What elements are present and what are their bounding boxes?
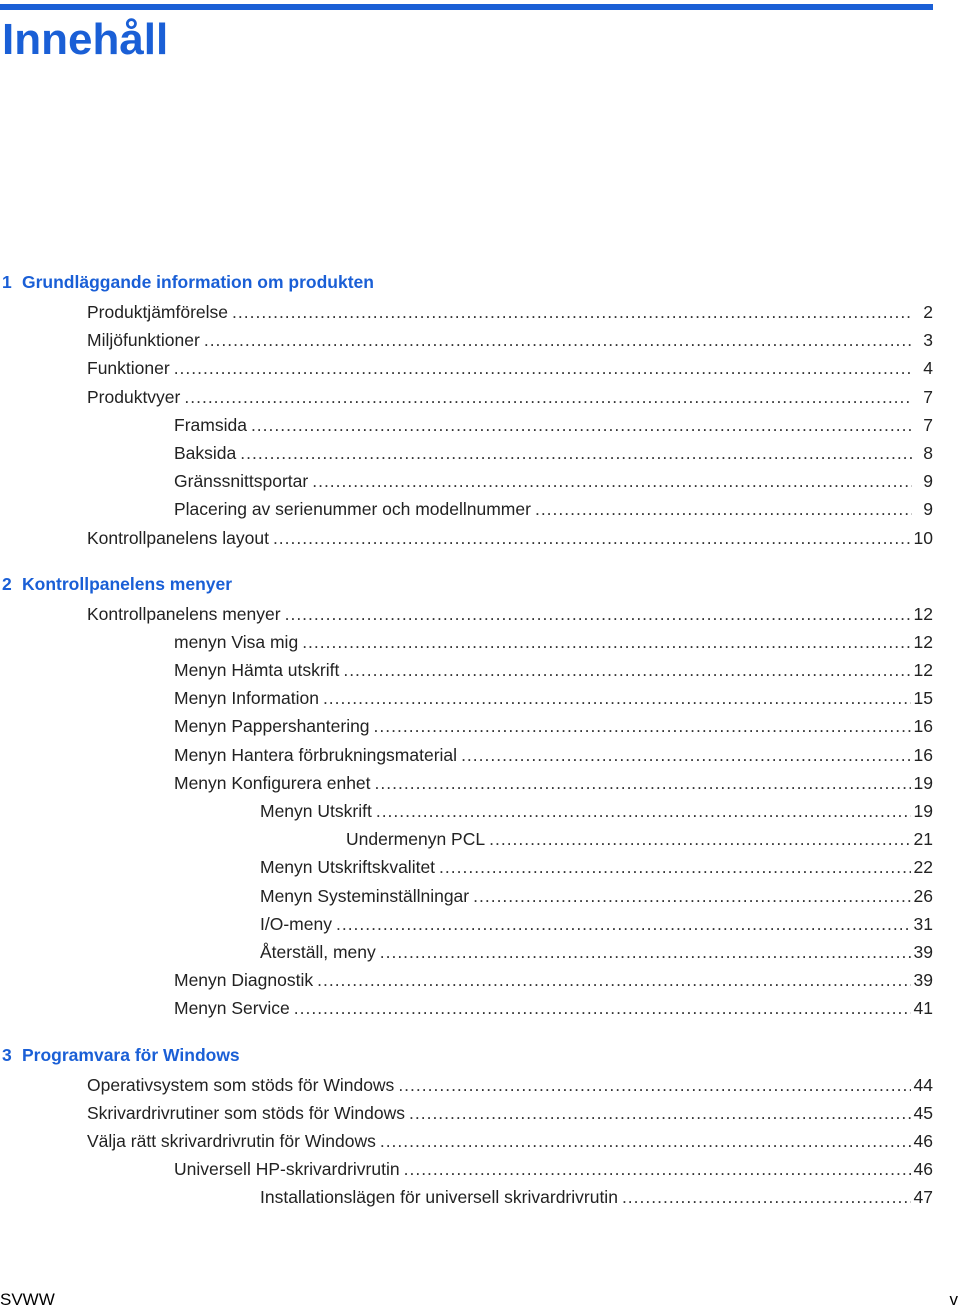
toc-page-number: 46	[913, 1159, 933, 1180]
toc-page-number: 41	[913, 998, 933, 1019]
toc-entry-label: Miljöfunktioner	[87, 330, 200, 351]
dot-leader	[184, 383, 912, 411]
dot-leader	[622, 1183, 911, 1211]
toc-entry-label: Placering av serienummer och modellnummer	[174, 499, 531, 520]
toc-entry[interactable]	[0, 1099, 933, 1127]
toc-entry[interactable]	[0, 1183, 933, 1211]
toc-entry-label: Baksida	[174, 442, 237, 463]
dot-leader	[489, 825, 910, 853]
toc-entry[interactable]	[0, 656, 933, 684]
toc-entry-label: Funktioner	[87, 358, 170, 379]
toc-entry-label: Välja rätt skrivardrivrutin för Windows	[87, 1130, 376, 1151]
chapter-section	[0, 570, 933, 1023]
toc-entry-label: Operativsystem som stöds för Windows	[87, 1074, 395, 1095]
toc-page-number: 7	[923, 386, 933, 407]
toc-entry[interactable]	[0, 797, 933, 825]
toc-entry[interactable]	[0, 684, 933, 712]
toc-page-number: 47	[913, 1187, 933, 1208]
chapter-section	[0, 1041, 933, 1212]
dot-leader	[312, 467, 912, 495]
dot-leader	[375, 769, 911, 797]
dot-leader	[294, 994, 911, 1022]
chapter-number: 2	[2, 573, 12, 594]
dot-leader	[251, 411, 912, 439]
toc-page-number: 39	[913, 941, 933, 962]
toc-page-number: 12	[913, 603, 933, 624]
toc-entry-label: I/O-meny	[260, 913, 332, 934]
toc-page-number: 15	[913, 688, 933, 709]
chapter-number: 1	[2, 272, 12, 292]
chapter-heading[interactable]	[0, 570, 933, 598]
dot-leader	[204, 326, 912, 354]
toc-entry[interactable]	[0, 439, 933, 467]
chapter-heading[interactable]	[0, 268, 933, 296]
toc-page-number: 26	[913, 885, 933, 906]
toc-entry[interactable]	[0, 298, 933, 326]
toc-entry-label: Menyn Hämta utskrift	[174, 660, 340, 681]
footer-page-number: v	[949, 1290, 958, 1309]
toc-entry-label: Kontrollpanelens menyer	[87, 603, 281, 624]
dot-leader	[343, 656, 910, 684]
chapter-title: Programvara för Windows	[22, 1044, 240, 1065]
dot-leader	[404, 1155, 911, 1183]
dot-leader	[285, 600, 911, 628]
toc-entry[interactable]	[0, 354, 933, 382]
dot-leader	[398, 1071, 910, 1099]
toc-entry[interactable]	[0, 411, 933, 439]
toc-entry-label: Framsida	[174, 414, 247, 435]
toc-page-number: 3	[923, 330, 933, 351]
chapter-title: Kontrollpanelens menyer	[22, 573, 233, 594]
toc-entry-label: Menyn Konfigurera enhet	[174, 772, 371, 793]
dot-leader	[302, 628, 910, 656]
toc-entry-label: Återställ, meny	[260, 941, 376, 962]
toc-entry-label: Menyn Diagnostik	[174, 970, 314, 991]
dot-leader	[409, 1099, 911, 1127]
toc-page-number: 46	[913, 1130, 933, 1151]
dot-leader	[376, 797, 911, 825]
toc-page-number: 45	[913, 1102, 933, 1123]
toc-page-number: 22	[913, 857, 933, 878]
chapter-title: Grundläggande information om produkten	[22, 272, 374, 292]
page-title: Innehåll	[2, 15, 169, 64]
toc-entry-label: Menyn Pappershantering	[174, 716, 370, 737]
toc-entry-label: Menyn Utskrift	[260, 801, 372, 821]
toc-page-number: 9	[923, 499, 933, 520]
toc-entry[interactable]	[0, 966, 933, 994]
toc-page-number: 10	[913, 527, 933, 548]
dot-leader	[273, 524, 911, 552]
toc-entry-label: menyn Visa mig	[174, 631, 299, 652]
dot-leader	[535, 495, 912, 523]
dot-leader	[439, 853, 910, 881]
chapter-number: 3	[2, 1044, 12, 1065]
toc-entry[interactable]	[0, 825, 933, 853]
toc-page-number: 19	[913, 801, 933, 821]
chapter-section	[0, 268, 933, 552]
toc-page-number: 19	[913, 772, 933, 793]
toc-entry-label: Menyn Service	[174, 998, 290, 1019]
toc-entry-label: Installationslägen för universell skrivardrivrutin	[260, 1187, 618, 1208]
toc-entry[interactable]	[0, 1071, 933, 1099]
toc-entry[interactable]	[0, 853, 933, 881]
toc-entry-label: Menyn Utskriftskvalitet	[260, 857, 436, 878]
toc-entry-label: Menyn Information	[174, 688, 319, 709]
toc-page-number: 7	[923, 414, 933, 435]
toc-entry-label: Universell HP-skrivardrivrutin	[174, 1159, 400, 1180]
toc-entry[interactable]	[0, 712, 933, 740]
toc-entry-label: Produktvyer	[87, 386, 181, 407]
toc-entry[interactable]	[0, 882, 933, 910]
dot-leader	[323, 684, 911, 712]
toc-entry[interactable]	[0, 628, 933, 656]
dot-leader	[317, 966, 910, 994]
toc-page-number: 9	[923, 471, 933, 492]
toc-entry-label: Gränssnittsportar	[174, 471, 309, 492]
toc-page-number: 12	[913, 631, 933, 652]
toc-entry-label: Undermenyn PCL	[346, 829, 486, 850]
toc-page-number: 44	[913, 1074, 933, 1095]
toc-page-number: 31	[913, 913, 933, 934]
dot-leader	[473, 882, 910, 910]
toc-entry[interactable]	[0, 467, 933, 495]
toc-page-number: 16	[913, 744, 933, 765]
toc-entry[interactable]	[0, 1155, 933, 1183]
dot-leader	[380, 938, 911, 966]
dot-leader	[240, 439, 912, 467]
toc-entry-label: Kontrollpanelens layout	[87, 527, 269, 548]
toc-page-number: 4	[923, 358, 933, 379]
footer-left: SVWW	[0, 1290, 55, 1309]
toc-entry-label: Menyn Systeminställningar	[260, 885, 470, 906]
toc-page-number: 2	[923, 302, 933, 322]
top-rule	[0, 4, 933, 10]
toc-entry[interactable]	[0, 383, 933, 411]
toc-entry[interactable]	[0, 495, 933, 523]
toc-entry[interactable]	[0, 741, 933, 769]
toc-entry[interactable]	[0, 600, 933, 628]
toc-entry[interactable]	[0, 326, 933, 354]
table-of-contents	[0, 268, 933, 1229]
toc-page-number: 16	[913, 716, 933, 737]
dot-leader	[380, 1127, 911, 1155]
chapter-heading[interactable]	[0, 1041, 933, 1069]
dot-leader	[461, 741, 910, 769]
toc-page-number: 39	[913, 970, 933, 991]
dot-leader	[174, 354, 912, 382]
toc-entry[interactable]	[0, 769, 933, 797]
toc-entry[interactable]	[0, 910, 933, 938]
toc-page-number: 21	[913, 829, 933, 850]
toc-entry[interactable]	[0, 938, 933, 966]
toc-page-number: 8	[923, 442, 933, 463]
toc-page-number: 12	[913, 660, 933, 681]
dot-leader	[232, 298, 912, 326]
dot-leader	[374, 712, 911, 740]
toc-entry-label: Menyn Hantera förbrukningsmaterial	[174, 744, 458, 765]
toc-entry[interactable]	[0, 994, 933, 1022]
dot-leader	[336, 910, 911, 938]
toc-entry-label: Skrivardrivrutiner som stöds för Windows	[87, 1102, 405, 1123]
toc-entry-label: Produktjämförelse	[87, 302, 229, 322]
toc-entry[interactable]	[0, 524, 933, 552]
toc-entry[interactable]	[0, 1127, 933, 1155]
